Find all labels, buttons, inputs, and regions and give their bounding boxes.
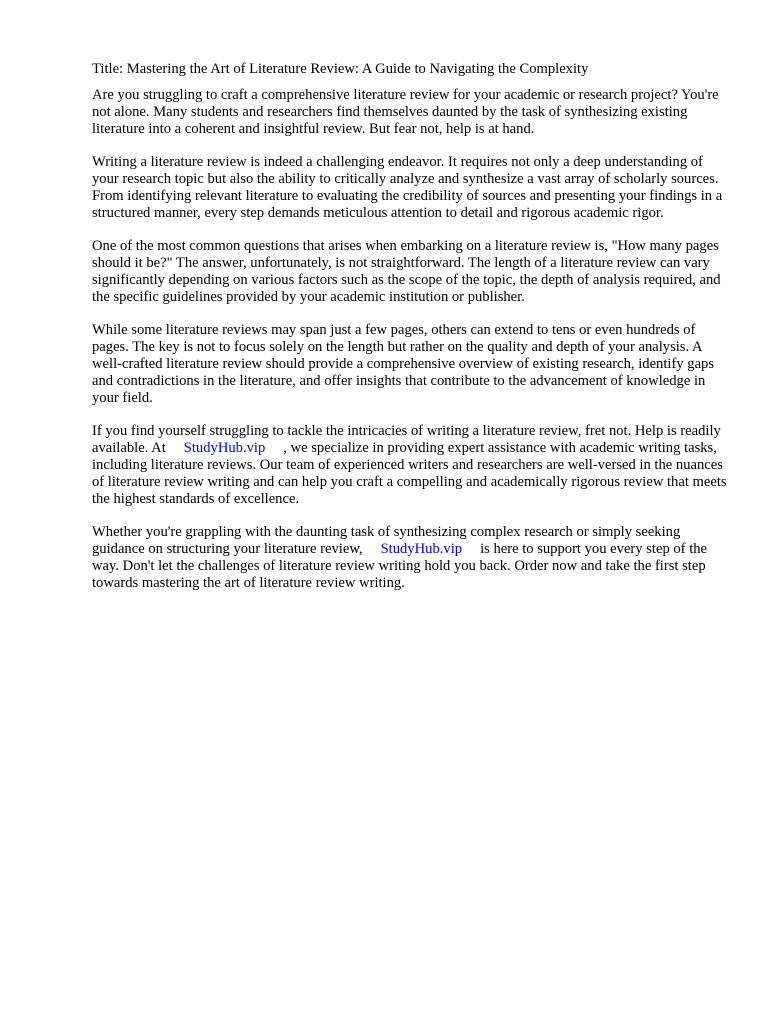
paragraph-2: Writing a literature review is indeed a challenging endeavor. It requires not only a deep understanding of your research topic but also the ability to critically analyze and synthesize a vast array of scholarly sources. From identifying relevant literature to evaluating the credibility of sources and presenting your findings in a structured manner, every step demands meticulous attention to detail and rigorous academic rigor. (92, 154, 723, 221)
paragraph-5-text-after: , we specialize in providing expert assistance with academic writing tasks, including literature reviews. Our team of experienced writers and researchers are well-versed in the nuances of literature review writing and can help you craft a compelling and academically rigorous review that meets the highest standards of excellence. (92, 440, 727, 507)
paragraph-6-text-after: is here to support you every step of the way. Don't let the challenges of literature review writing hold you back. Order now and take the first step towards mastering the art of literature review writing. (92, 541, 708, 591)
studyhub-link-2[interactable]: StudyHub.vip (380, 541, 463, 557)
paragraph-1: Are you struggling to craft a comprehensive literature review for your academic or research project? You're not alone. Many students and researchers find themselves daunted by the task of synthesizing existing literature into a coherent and insightful review. But fear not, help is at hand. (92, 87, 719, 137)
paragraph-6 (92, 524, 728, 592)
paragraph-5 (92, 423, 728, 508)
paragraph-3: One of the most common questions that arises when embarking on a literature review is, "How many pages should it be?" The answer, unfortunately, is not straightforward. The length of a literature review can vary significantly depending on various factors such as the scope of the topic, the depth of analysis required, and the specific guidelines provided by your academic institution or publisher. (92, 238, 721, 305)
document-title: Title: Mastering the Art of Literature Review: A Guide to Navigating the Complexity (92, 61, 589, 77)
paragraph-4: While some literature reviews may span just a few pages, others can extend to tens or even hundreds of pages. The key is not to focus solely on the length but rather on the quality and depth of your analysis. A well-crafted literature review should provide a comprehensive overview of existing research, identify gaps and contradictions in the literature, and offer insights that contribute to the advancement of knowledge in your field. (92, 322, 715, 406)
paragraph-5-text-before: If you find yourself struggling to tackle the intricacies of writing a literature review, fret not. Help is readily available. At (92, 423, 721, 456)
studyhub-link[interactable]: StudyHub.vip (183, 440, 266, 456)
paragraph-6-text-before: Whether you're grappling with the daunting task of synthesizing complex research or simply seeking guidance on structuring your literature review, (92, 524, 681, 557)
